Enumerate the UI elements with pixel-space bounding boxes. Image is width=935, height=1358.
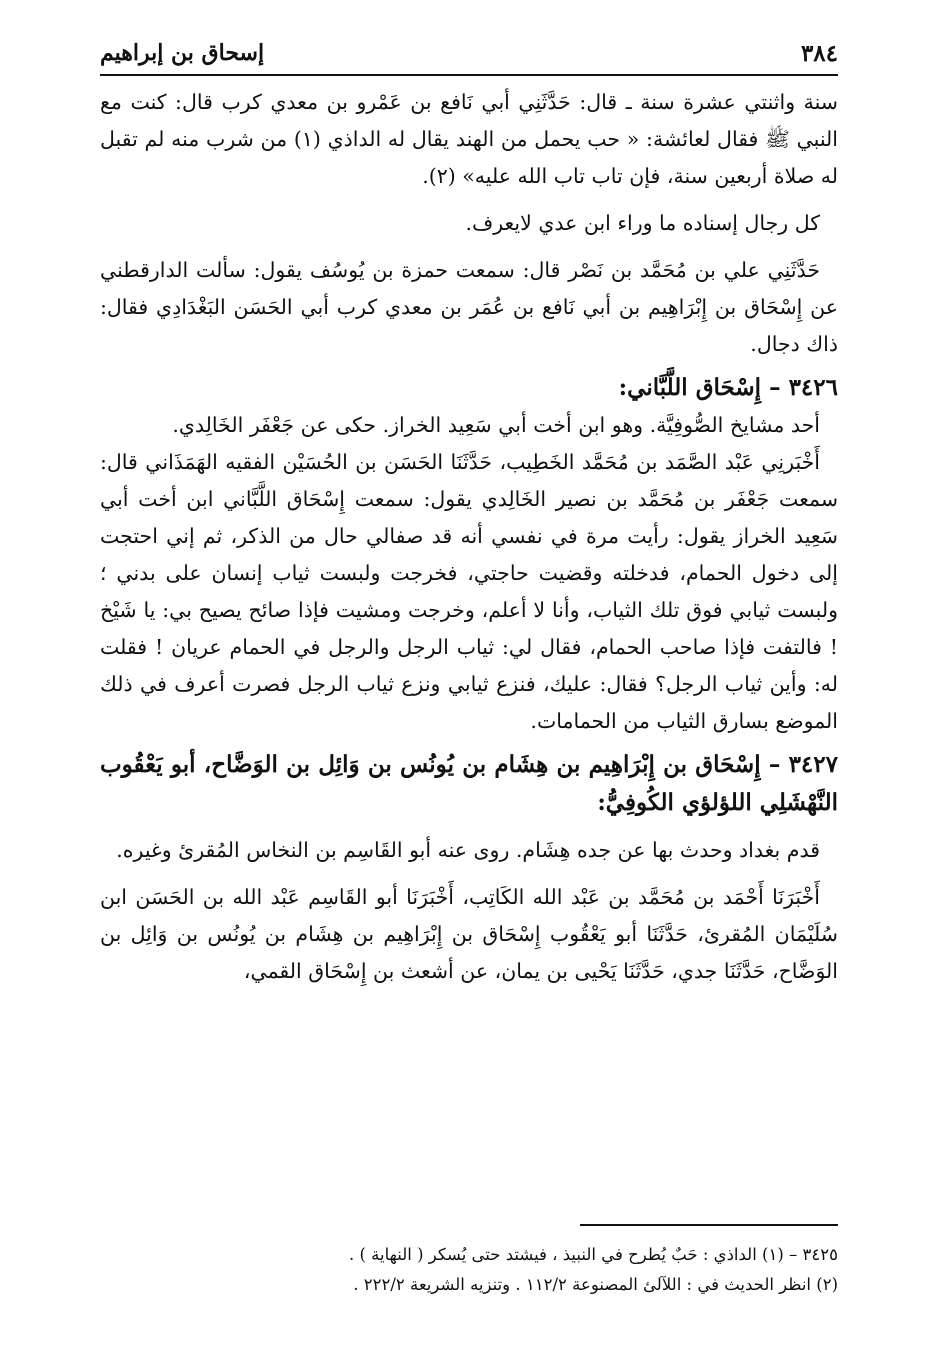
paragraph-3: حَدَّثَنِي علي بن مُحَمَّد بن نَصْر قال: سمعت حمزة بن يُوسُف يقول: سألت الدارقطني عن إِسْحَاق بن إِبْرَاهِيم بن أبي نَافع بن عُمَر بن معدي كرب أبي الحَسَن البَغْدَادِي فقال: ذاك دجال.	[100, 258, 839, 356]
main-text	[100, 84, 838, 990]
paragraph-6: قدم بغداد وحدث بها عن جده هِشَام. روى عنه أبو القَاسِم بن النخاس المُقرئ وغيره.	[116, 838, 820, 862]
paragraph-5: أَخْبَرنِي عَبْد الصَّمَد بن مُحَمَّد الخَطِيب، حَدَّثَنَا الحَسَن بن الحُسَيْن الفقيه الهَمَذَاني قال: سمعت جَعْفَر بن مُحَمَّد بن نصير الخَالِدي يقول: سمعت إِسْحَاق اللَّبَّاني ابن أخت أبي سَعِيد الخراز يقول: رأيت مرة في نفسي أنه قد صفالي حال من الذكر، ثم إني احتجت إلى دخول الحمام، فدخلته وقضيت حاجتي، فخرجت ولبست ثياب إنسان على بدني ؛ ولبست ثيابي فوق تلك الثياب، وأنا لا أعلم، وخرجت ومشيت فإذا صائح يصيح بي: يا شَيْخ ! فالتفت فإذا صاحب الحمام، فقال لي: ثياب الرجل والرجل في الحمام عريان ! فقلت له: وأين ثياب الرجل؟ فقال: عليك، فنزع ثيابي ونزع ثياب الرجل فصرت أعرف في ذلك الموضع بسارق الثياب من الحمامات.	[100, 450, 838, 733]
paragraph-4: أحد مشايخ الصُّوفِيَّة. وهو ابن أخت أبي سَعِيد الخراز. حكى عن جَعْفَر الخَالِدي.	[172, 413, 820, 437]
page-header	[100, 36, 838, 70]
running-title: إسحاق بن إبراهيم	[100, 40, 265, 66]
header-rule	[100, 74, 838, 76]
entry-heading-3427: ٣٤٢٧ – إِسْحَاق بن إِبْرَاهِيم بن هِشَام بن يُونُس بن وَائِل بن الوَضَّاح، أبو يَعْقُوب النَّهْشَلِي اللؤلؤي الكُوفِيُّ:	[100, 751, 838, 816]
footnotes	[100, 1240, 838, 1300]
footnote-2: (٢) انظر الحديث في : اللآلئ المصنوعة ١١٢/٢ . وتنزيه الشريعة ٢٢٢/٢ .	[353, 1275, 838, 1294]
paragraph-7: أَخْبَرَنَا أَحْمَد بن مُحَمَّد بن عَبْد الله الكَاتِب، أَخْبَرَنَا أبو القَاسِم عَبْد الله بن الحَسَن ابن سُلَيْمَان المُقرئ، حَدَّثَنَا أبو يَعْقُوب إِسْحَاق بن إِبْرَاهِيم بن هِشَام بن يُونُس بن وَائِل بن الوَضَّاح، حَدَّثَنَا جدي، حَدَّثَنَا يَحْيى بن يمان، عن أشعث بن إِسْحَاق القمي،	[100, 885, 838, 983]
footnote-1: ٣٤٢٥ – (١) الداذي : حَبٌ يُطرح في النبيذ ، فيشتد حتى يُسكر ( النهاية ) .	[349, 1245, 838, 1264]
footnote-rule	[580, 1224, 838, 1226]
paragraph-1: سنة واثنتي عشرة سنة ـ قال: حَدَّثَنِي أبي نَافع بن عَمْرو بن معدي كرب قال: كنت مع النبي ﷺ فقال لعائشة: « حب يحمل من الهند يقال له الداذي (١) من شرب منه لم تقبل له صلاة أربعين سنة، فإن تاب تاب الله عليه» (٢).	[100, 90, 838, 188]
paragraph-2: كل رجال إسناده ما وراء ابن عدي لايعرف.	[465, 211, 820, 235]
entry-heading-3426: ٣٤٢٦ – إِسْحَاق اللَّبَّاني:	[618, 374, 838, 401]
page-number: ٣٨٤	[800, 39, 838, 67]
